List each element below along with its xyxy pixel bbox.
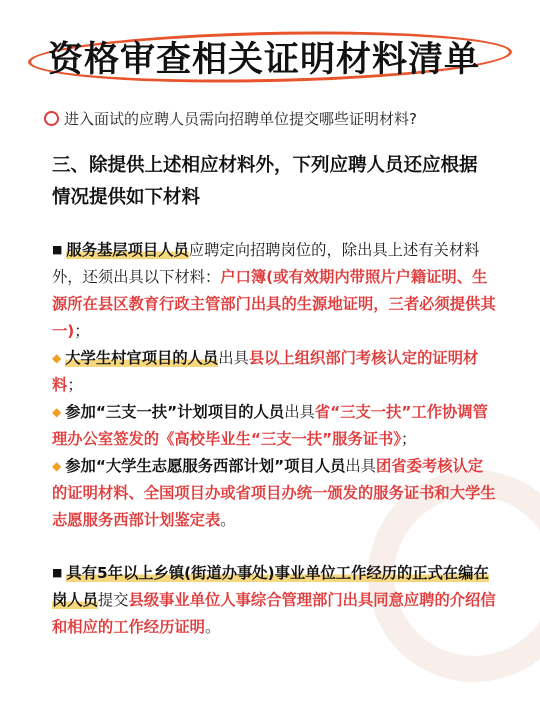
question-line (44, 108, 417, 129)
list-item (52, 559, 497, 641)
section-heading: 三、除提供上述相应材料外，下列应聘人员还应根据情况提供如下材料 (52, 155, 478, 208)
item-text-end: ； (401, 430, 417, 448)
item-text: 提交 (97, 591, 129, 609)
diamond-bullet-icon: ◆ (52, 351, 62, 365)
item-text-end: ； (67, 376, 83, 394)
item-heading: 参加“三支一扶”计划项目的人员 (65, 403, 285, 421)
title-block (28, 28, 512, 84)
square-bullet-icon: ■ (52, 566, 63, 579)
list-item (52, 345, 497, 399)
item-text-end: ； (74, 322, 90, 340)
page-title: 资格审查相关证明材料清单 (48, 40, 481, 80)
item-red-text: 县以上组织部门考核认定的证明材料 (52, 349, 479, 394)
circle-icon (44, 111, 59, 126)
item-text-end: 。 (204, 618, 221, 636)
item-text: 出具 (284, 403, 315, 421)
item-red-text: 县级事业单位人事综合管理部门出具同意应聘的介绍信和相应的工作经历证明 (52, 591, 496, 636)
diamond-bullet-icon: ◆ (52, 405, 62, 419)
item-red-text: 省“三支一扶”工作协调管理办公室签发的《高校毕业生“三支一扶”服务证书》 (52, 403, 488, 448)
list-item (52, 453, 497, 534)
square-bullet-icon: ■ (52, 243, 63, 256)
item-heading: 参加“大学生志愿服务西部计划”项目人员 (65, 457, 346, 475)
list-item (52, 399, 497, 453)
item-text-end: 。 (220, 511, 236, 529)
item-text: 应聘定向招聘岗位的，除出具上述有关材料外，还须出具以下材料： (52, 241, 480, 286)
item-red-text: 户口簿(或有效期内带照片户籍证明、生源所在县区教育行政主管部门出具的生源地证明，三者必须提供其一) (52, 268, 496, 340)
spacer (52, 534, 497, 559)
item-red-text: 团省委考核认定的证明材料、全国项目办或省项目办统一颁发的服务证书和大学生志愿服务西部计划鉴定表 (52, 457, 496, 529)
diamond-bullet-icon: ◆ (52, 459, 62, 473)
list-item (52, 236, 497, 345)
item-heading: 大学生村官项目的人员 (65, 349, 219, 367)
materials-list (52, 236, 497, 641)
item-heading: 具有5年以上乡镇(街道办事处)事业单位工作经历的正式在编在岗人员 (52, 564, 489, 609)
item-heading: 服务基层项目人员 (66, 241, 189, 259)
question-text: 进入面试的应聘人员需向招聘单位提交哪些证明材料? (64, 110, 417, 128)
item-text: 出具 (345, 457, 376, 475)
item-text: 出具 (218, 349, 249, 367)
